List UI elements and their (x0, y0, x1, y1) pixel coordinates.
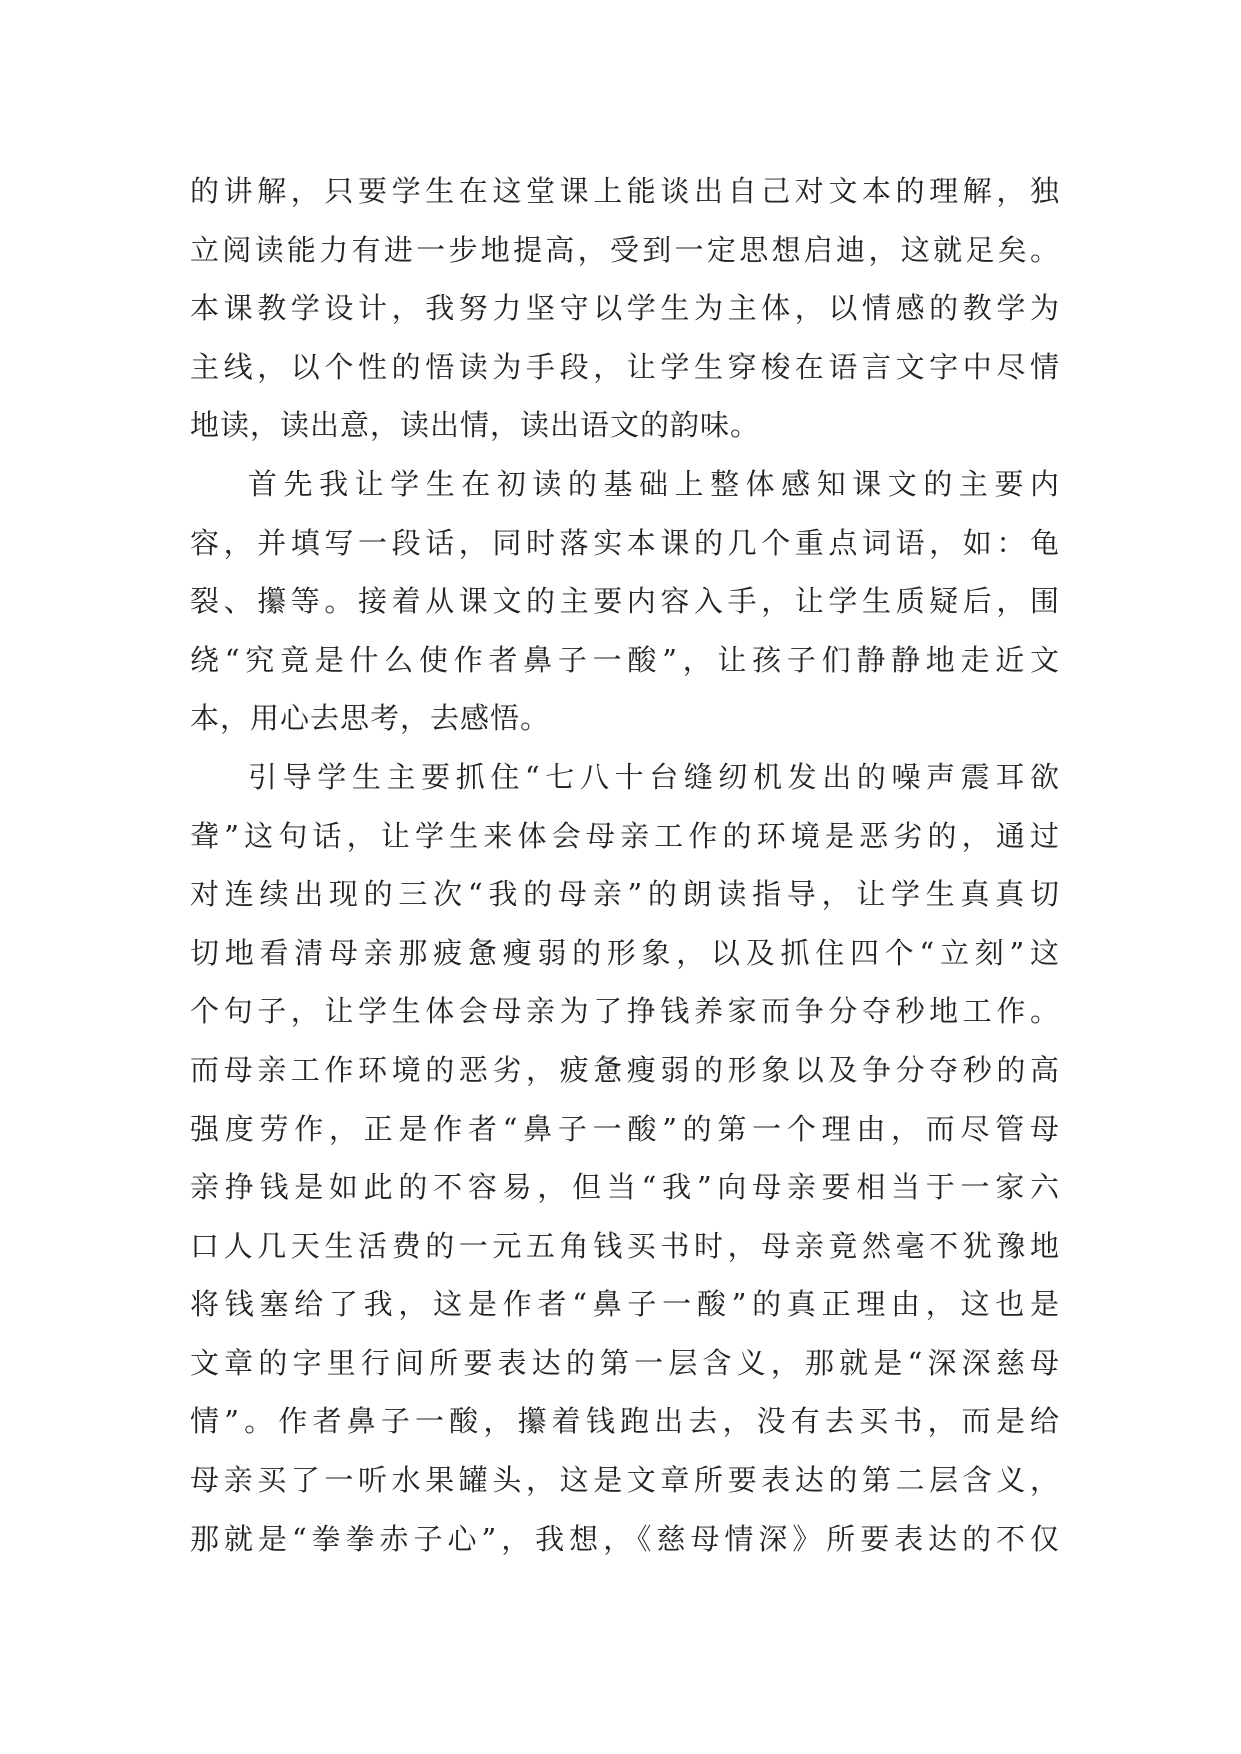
text-line: 本课教学设计，我努力坚守以学生为主体，以情感的教学为 (190, 291, 1060, 326)
text-line: 强度劳作，正是作者“鼻子一酸”的第一个理由，而尽管母 (190, 1111, 1060, 1146)
text-line: 引导学生主要抓住“七八十台缝纫机发出的噪声震耳欲 (248, 759, 1060, 794)
text-line: 容，并填写一段话，同时落实本课的几个重点词语，如：龟 (190, 525, 1060, 560)
text-line: 主线，以个性的悟读为手段，让学生穿梭在语言文字中尽情 (190, 349, 1060, 384)
text-line: 个句子，让学生体会母亲为了挣钱养家而争分夺秒地工作。 (190, 994, 1060, 1029)
text-line: 的讲解，只要学生在这堂课上能谈出自己对文本的理解，独 (190, 174, 1060, 208)
text-line: 那就是“拳拳赤子心”，我想，《慈母情深》所要表达的不仅 (190, 1521, 1060, 1556)
text-line: 聋”这句话，让学生来体会母亲工作的环境是恶劣的，通过 (190, 818, 1060, 853)
body-text (190, 162, 1060, 1568)
text-line: 口人几天生活费的一元五角钱买书时，母亲竟然毫不犹豫地 (190, 1228, 1060, 1263)
text-line: 绕“究竟是什么使作者鼻子一酸”，让孩子们静静地走近文 (190, 642, 1060, 677)
text-line: 地读，读出意，读出情，读出语文的韵味。 (190, 408, 761, 443)
text-line: 本，用心去思考，去感悟。 (190, 701, 551, 736)
text-line: 对连续出现的三次“我的母亲”的朗读指导，让学生真真切 (190, 877, 1060, 912)
text-line: 切地看清母亲那疲惫瘦弱的形象，以及抓住四个“立刻”这 (190, 935, 1060, 970)
text-line: 立阅读能力有进一步地提高，受到一定思想启迪，这就足矣。 (190, 232, 1060, 267)
text-line: 文章的字里行间所要表达的第一层含义，那就是“深深慈母 (190, 1345, 1060, 1380)
text-line: 裂、攥等。接着从课文的主要内容入手，让学生质疑后，围 (190, 584, 1060, 619)
text-line: 母亲买了一听水果罐头，这是文章所要表达的第二层含义， (190, 1463, 1060, 1498)
text-line: 而母亲工作环境的恶劣，疲惫瘦弱的形象以及争分夺秒的高 (190, 1052, 1060, 1087)
text-line: 将钱塞给了我，这是作者“鼻子一酸”的真正理由，这也是 (190, 1287, 1060, 1322)
text-line: 首先我让学生在初读的基础上整体感知课文的主要内 (248, 466, 1060, 501)
text-line: 亲挣钱是如此的不容易，但当“我”向母亲要相当于一家六 (190, 1170, 1060, 1205)
text-line: 情”。作者鼻子一酸，攥着钱跑出去，没有去买书，而是给 (190, 1404, 1060, 1439)
